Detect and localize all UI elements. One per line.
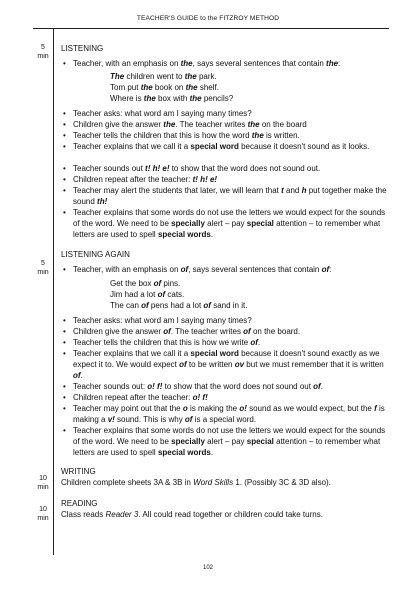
text-run: and [283,186,302,195]
text-run: Teacher may point out that the [73,404,183,413]
list-item: • Teacher asks: what word am I saying many times? [63,109,252,118]
text-run: shelf. [197,83,219,92]
emphasis-run: of [73,371,81,380]
text-run: . [80,371,83,380]
emphasis-run: o [182,404,188,413]
emphasis-run: of [157,290,166,299]
text-run: Teacher explains that we call it a [73,349,191,358]
text-run: . [210,230,214,239]
text-run: . [320,382,323,391]
emphasis-run: of [243,327,251,336]
emphasis-run: of [203,301,211,310]
page-header: TEACHER'S GUIDE to the FITZROY METHOD [136,15,280,22]
emphasis-run: t! h! e! [145,164,170,173]
text-run: pins. [161,279,181,288]
list-item: • Teacher tells the children that this is how the word the is written. [63,131,300,140]
emphasis-run: of [321,265,330,274]
text-run: book on [152,83,186,92]
text-run: because it doesn't sound as it looks. [238,142,370,151]
section-4-text [61,510,396,519]
emphasis-run: h [301,186,307,195]
text-run: : [338,59,341,68]
section-2-title: LISTENING AGAIN [61,250,130,259]
text-run: Children give the answer [73,120,164,129]
text-run: on the board. [250,327,301,336]
text-run: is a special word. [192,415,257,424]
example-sentence [110,290,184,299]
emphasis-run: ov [234,360,245,369]
bullet-dot: • [63,265,66,274]
emphasis-run: The [110,72,125,81]
text-run: is written. [263,131,300,140]
list-item: • Teacher explains that we call it a special word because it doesn't sound as it looks. [63,142,370,151]
emphasis-run: the [247,120,260,129]
emphasis-run: of [163,327,171,336]
emphasis-run: of [250,338,258,347]
emphasis-run: o! f! [147,382,163,391]
text-run: alert – pay [204,219,247,228]
emphasis-run: of [179,360,187,369]
text-run: Teacher, with an emphasis on [73,59,181,68]
text-run: sound. This is why [114,415,185,424]
text-run: Where is [110,94,144,103]
text-run: Teacher sounds out: [73,382,148,391]
text-run: pencils? [201,94,234,103]
emphasis-run: special word [190,349,239,358]
section-4-title: READING [61,499,98,508]
emphasis-run: the [185,83,198,92]
emphasis-run: specially [171,437,205,446]
text-run: . The teacher writes [170,327,244,336]
list-item: • Teacher explains that we call it a special word because it doesn't sound exactly as we expect it to. We would expect of to be written ov but we must remember that it is written of. [63,349,384,380]
emphasis-run: Reader 3 [105,510,139,519]
text-run: is making the [187,404,240,413]
text-run: Teacher tells the children that this is how we write [73,338,251,347]
emphasis-run: t [281,186,284,195]
list-item: • Teacher sounds out t! h! e! to show that the word does not sound out. [63,164,321,173]
text-run: Children complete sheets 3A & 3B in [61,478,194,487]
emphasis-run: special words [157,230,211,239]
list-item: • Children repeat after the teacher: o! f! [63,393,208,402]
header-rule [33,28,389,29]
emphasis-run: of [184,415,193,424]
margin-rule [53,28,54,555]
emphasis-run: v! [107,415,115,424]
list-item: • Teacher tells the children that this is how we write of. [63,338,261,347]
list-item: • Teacher may point out that the o is making the o! sound as we would expect, but the f is making a v! sound. This is why of is a special word. [63,404,385,424]
emphasis-run: the [189,94,202,103]
bullet-dot: • [63,59,66,68]
text-run: Teacher may alert the students that later, we will learn that [73,186,282,195]
emphasis-run: special [246,437,274,446]
text-run: but we must remember that it is written [244,360,384,369]
emphasis-run: t! h! e! [192,175,218,184]
text-run: The can [110,301,142,310]
text-run: put together make the sound [73,186,387,206]
example-sentence [110,94,233,103]
text-run: to show that the word does not sound out. [169,164,321,173]
text-run: : [329,265,332,274]
text-run: Get the box [110,279,154,288]
text-run: . [257,338,261,347]
text-run: children went to [124,72,185,81]
text-run: , says several sentences that contain [192,59,327,68]
section-3-title: WRITING [61,467,96,476]
emphasis-run: th! [97,197,108,206]
emphasis-run: special [246,219,274,228]
text-run: on the board [259,120,307,129]
text-run: is making a [73,404,385,424]
section-1-minutes: 5 min [37,44,49,60]
emphasis-run: the [326,59,339,68]
list-item: • Teacher asks: what word am I saying many times? [63,316,252,325]
text-run: attention – to remember what letters are used to spell [73,219,381,239]
emphasis-run: the [251,131,264,140]
example-sentence [110,83,219,92]
text-run: Children repeat after the teacher: [73,393,193,402]
emphasis-run: o! [239,404,247,413]
list-item: • Teacher sounds out: o! f! to show that the word does not sound out of. [63,382,323,391]
text-run: because it doesn't sound exactly as we expect it to. We would expect [73,349,380,369]
text-run: to be written [186,360,235,369]
text-run: pens had a lot [148,301,204,310]
emphasis-run: specially [171,219,205,228]
list-item: • Teacher explains that some words do not use the letters we would expect for the sounds of the word. We need to be specially alert – pay special attention – to remember what letters are used to spell special words. [63,426,386,457]
section-1-intro [63,58,393,69]
text-run: Jim had a lot [110,290,158,299]
emphasis-run: the [163,120,176,129]
text-run: Teacher sounds out [73,164,146,173]
text-run: 1. (Possibly 3C & 3D also). [233,478,331,487]
text-run: Children give the answer [73,327,164,336]
section-3-minutes: 10 min [37,475,49,491]
example-sentence [110,279,180,288]
section-3-text [61,478,396,487]
text-run: box with [155,94,190,103]
emphasis-run: f [374,404,377,413]
text-run: Children repeat after the teacher: [73,175,193,184]
emphasis-run: the [143,94,156,103]
list-item: • Teacher may alert the students that later, we will learn that t and h put together make the sound th! [63,186,387,206]
example-sentence [110,301,247,310]
section-4-minutes: 10 min [37,506,49,522]
text-run: . The teacher writes [175,120,248,129]
text-run: Tom put [110,83,141,92]
text-run: Teacher explains that some words do not use the letters we would expect for the sounds of the word. We need to be [73,426,386,446]
text-run: Class reads [61,510,106,519]
text-run: , says several sentences that contain [188,265,322,274]
emphasis-run: the [184,72,197,81]
text-run: attention – to remember what letters are used to spell [73,437,381,457]
list-item: • Teacher explains that some words do not use the letters we would expect for the sounds of the word. We need to be specially alert – pay special attention – to remember what letters are used to spell special words. [63,208,386,239]
text-run: Teacher explains that some words do not use the letters we would expect for the sounds of the word. We need to be [73,208,386,228]
section-1-title: LISTENING [61,44,104,53]
emphasis-run: of [153,279,162,288]
emphasis-run: the [140,83,153,92]
emphasis-run: Word Skills [193,478,234,487]
emphasis-run: of [180,265,189,274]
list-item: • Children give the answer of. The teacher writes of on the board. [63,327,301,336]
text-run: . All could read together or children could take turns. [138,510,323,519]
emphasis-run: special word [190,142,239,151]
emphasis-run: the [180,59,193,68]
emphasis-run: of [141,301,149,310]
text-run: Teacher asks: what word am I saying many times? [73,109,252,118]
section-2-minutes: 5 min [37,260,49,276]
emphasis-run: of [313,382,321,391]
text-run: sand in it. [210,301,248,310]
page-number: 102 [202,565,213,571]
text-run: cats. [165,290,185,299]
emphasis-run: special words [157,448,211,457]
text-run: Teacher explains that we call it a [73,142,191,151]
example-sentence [110,72,217,81]
emphasis-run: o! f! [192,393,208,402]
section-2-intro [63,264,393,275]
text-run: . [210,448,214,457]
text-run: Teacher tells the children that this is how the word [73,131,252,140]
text-run: sound as we would expect, but the [246,404,375,413]
text-run: alert – pay [204,437,247,446]
list-item: • Children give the answer the. The teacher writes the on the board [63,120,307,129]
text-run: park. [196,72,217,81]
list-item: • Children repeat after the teacher: t! h! e! [63,175,218,184]
text-run: Teacher asks: what word am I saying many times? [73,316,252,325]
text-run: Teacher, with an emphasis on [73,265,181,274]
text-run: to show that the word does not sound out [162,382,314,391]
